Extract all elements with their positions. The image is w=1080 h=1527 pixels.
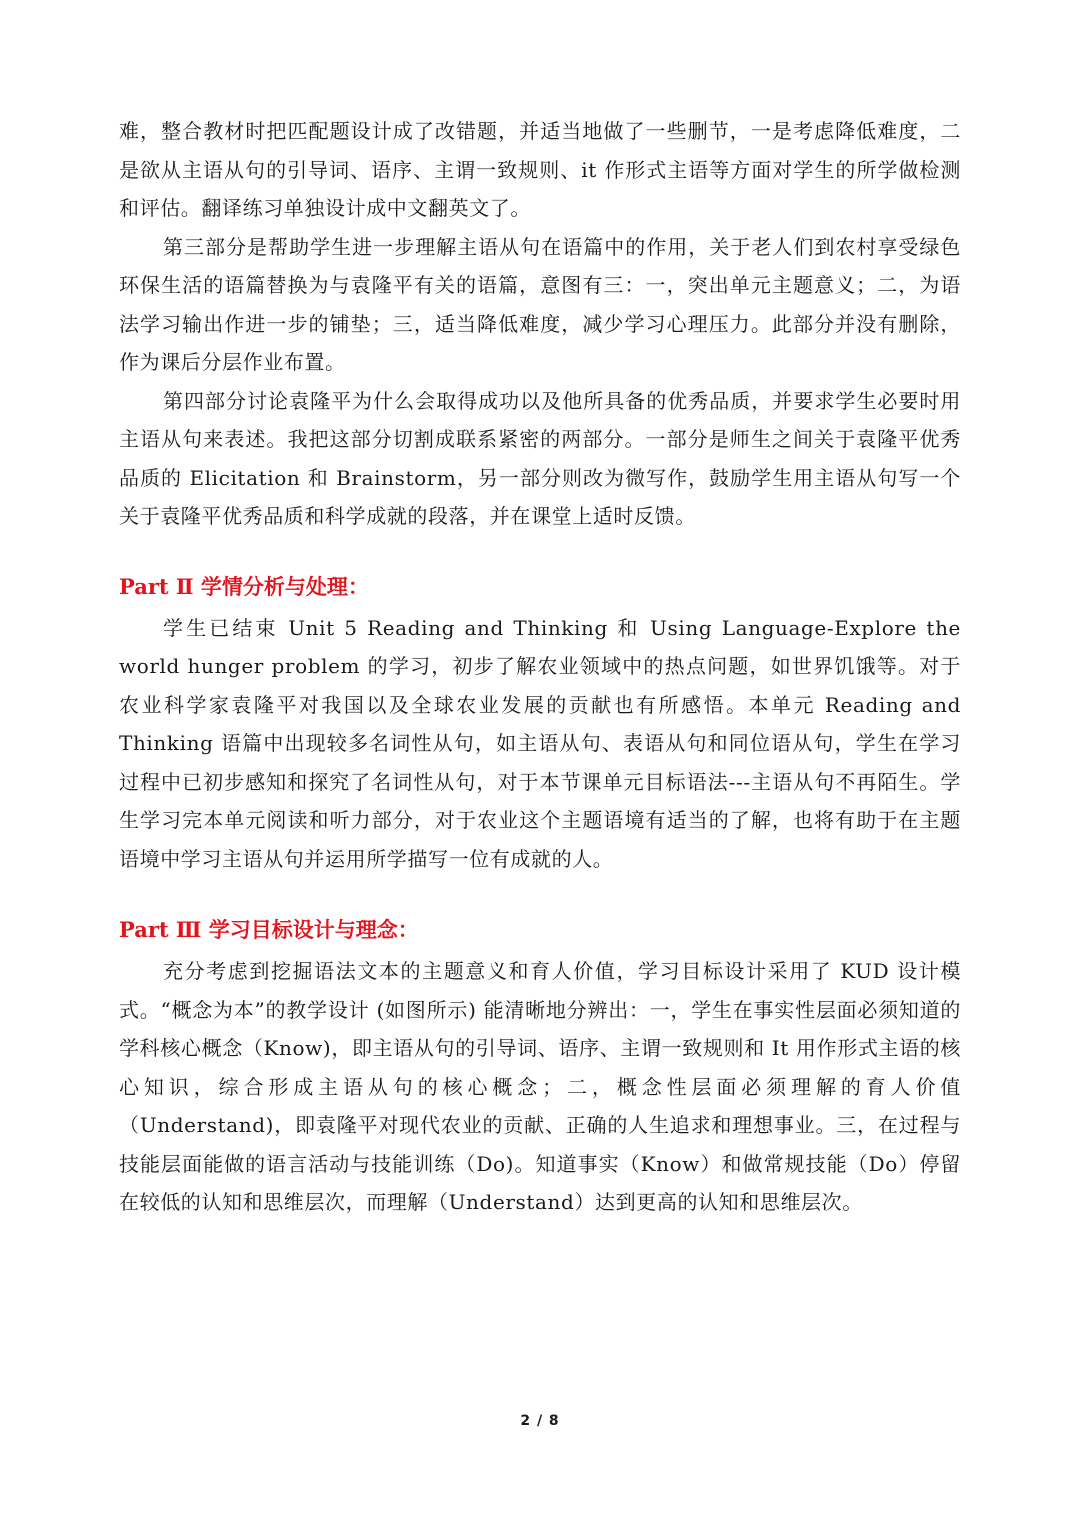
page-content bbox=[119, 112, 961, 1222]
paragraph-continued: 难，整合教材时把匹配题设计成了改错题，并适当地做了一些删节，一是考虑降低难度，二是欲从主语从句的引导词、语序、主谓一致规则、it 作形式主语等方面对学生的所学做检测和评估。翻译练习单独设计成中文翻英文了。 bbox=[119, 119, 961, 220]
paragraph-part-three: 第三部分是帮助学生进一步理解主语从句在语篇中的作用，关于老人们到农村享受绿色环保生活的语篇替换为与袁隆平有关的语篇，意图有三：一，突出单元主题意义；二，为语法学习输出作进一步的铺垫；三，适当降低难度，减少学习心理压力。此部分并没有删除，作为课后分层作业布置。 bbox=[119, 234, 961, 374]
section-heading-part2: Part Ⅱ 学情分析与处理： bbox=[119, 573, 369, 599]
section-heading-part3: Part Ⅲ 学习目标设计与理念： bbox=[119, 917, 419, 942]
paragraph-learner-analysis: 学生已结束 Unit 5 Reading and Thinking 和 Using Language-Explore the world hunger problem 的学习，初步了解农业领域中的热点问题，如世界饥饿等。对于农业科学家袁隆平对我国以及全球农业发展的贡献也有所感悟。本单元 Reading and Thinking 语篇中出现较多名词性从句，如主语从句、表语从句和同位语从句，学生在学习过程中已初步感知和探究了名词性从句，对于本节课单元目标语法---主语从句不再陌生。学生学习完本单元阅读和听力部分，对于农业这个主题语境有适当的了解，也将有助于在主题语境中学习主语从句并运用所学描写一位有成就的人。 bbox=[119, 615, 961, 871]
paragraph-learning-objectives: 充分考虑到挖掘语法文本的主题意义和育人价值，学习目标设计采用了 KUD 设计模式。“概念为本”的教学设计 (如图所示) 能清晰地分辨出：一，学生在事实性层面必须知道的学科核心概念（Know)，即主语从句的引导词、语序、主谓一致规则和 It 用作形式主语的核心知识，综合形成主语从句的核心概念；二，概念性层面必须理解的育人价值（Understand)，即袁隆平对现代农业的贡献、正确的人生追求和理想事业。三，在过程与技能层面能做的语言活动与技能训练（Do)。知道事实（Know）和做常规技能（Do）停留在较低的认知和思维层次，而理解（Understand）达到更高的认知和思维层次。 bbox=[119, 959, 961, 1214]
paragraph-part-four: 第四部分讨论袁隆平为什么会取得成功以及他所具备的优秀品质，并要求学生必要时用主语从句来表述。我把这部分切割成联系紧密的两部分。一部分是师生之间关于袁隆平优秀品质的 Elicitation 和 Brainstorm，另一部分则改为微写作，鼓励学生用主语从句写一个关于袁隆平优秀品质和科学成就的段落，并在课堂上适时反馈。 bbox=[119, 388, 961, 528]
page-number: 2 / 8 bbox=[520, 1413, 560, 1429]
